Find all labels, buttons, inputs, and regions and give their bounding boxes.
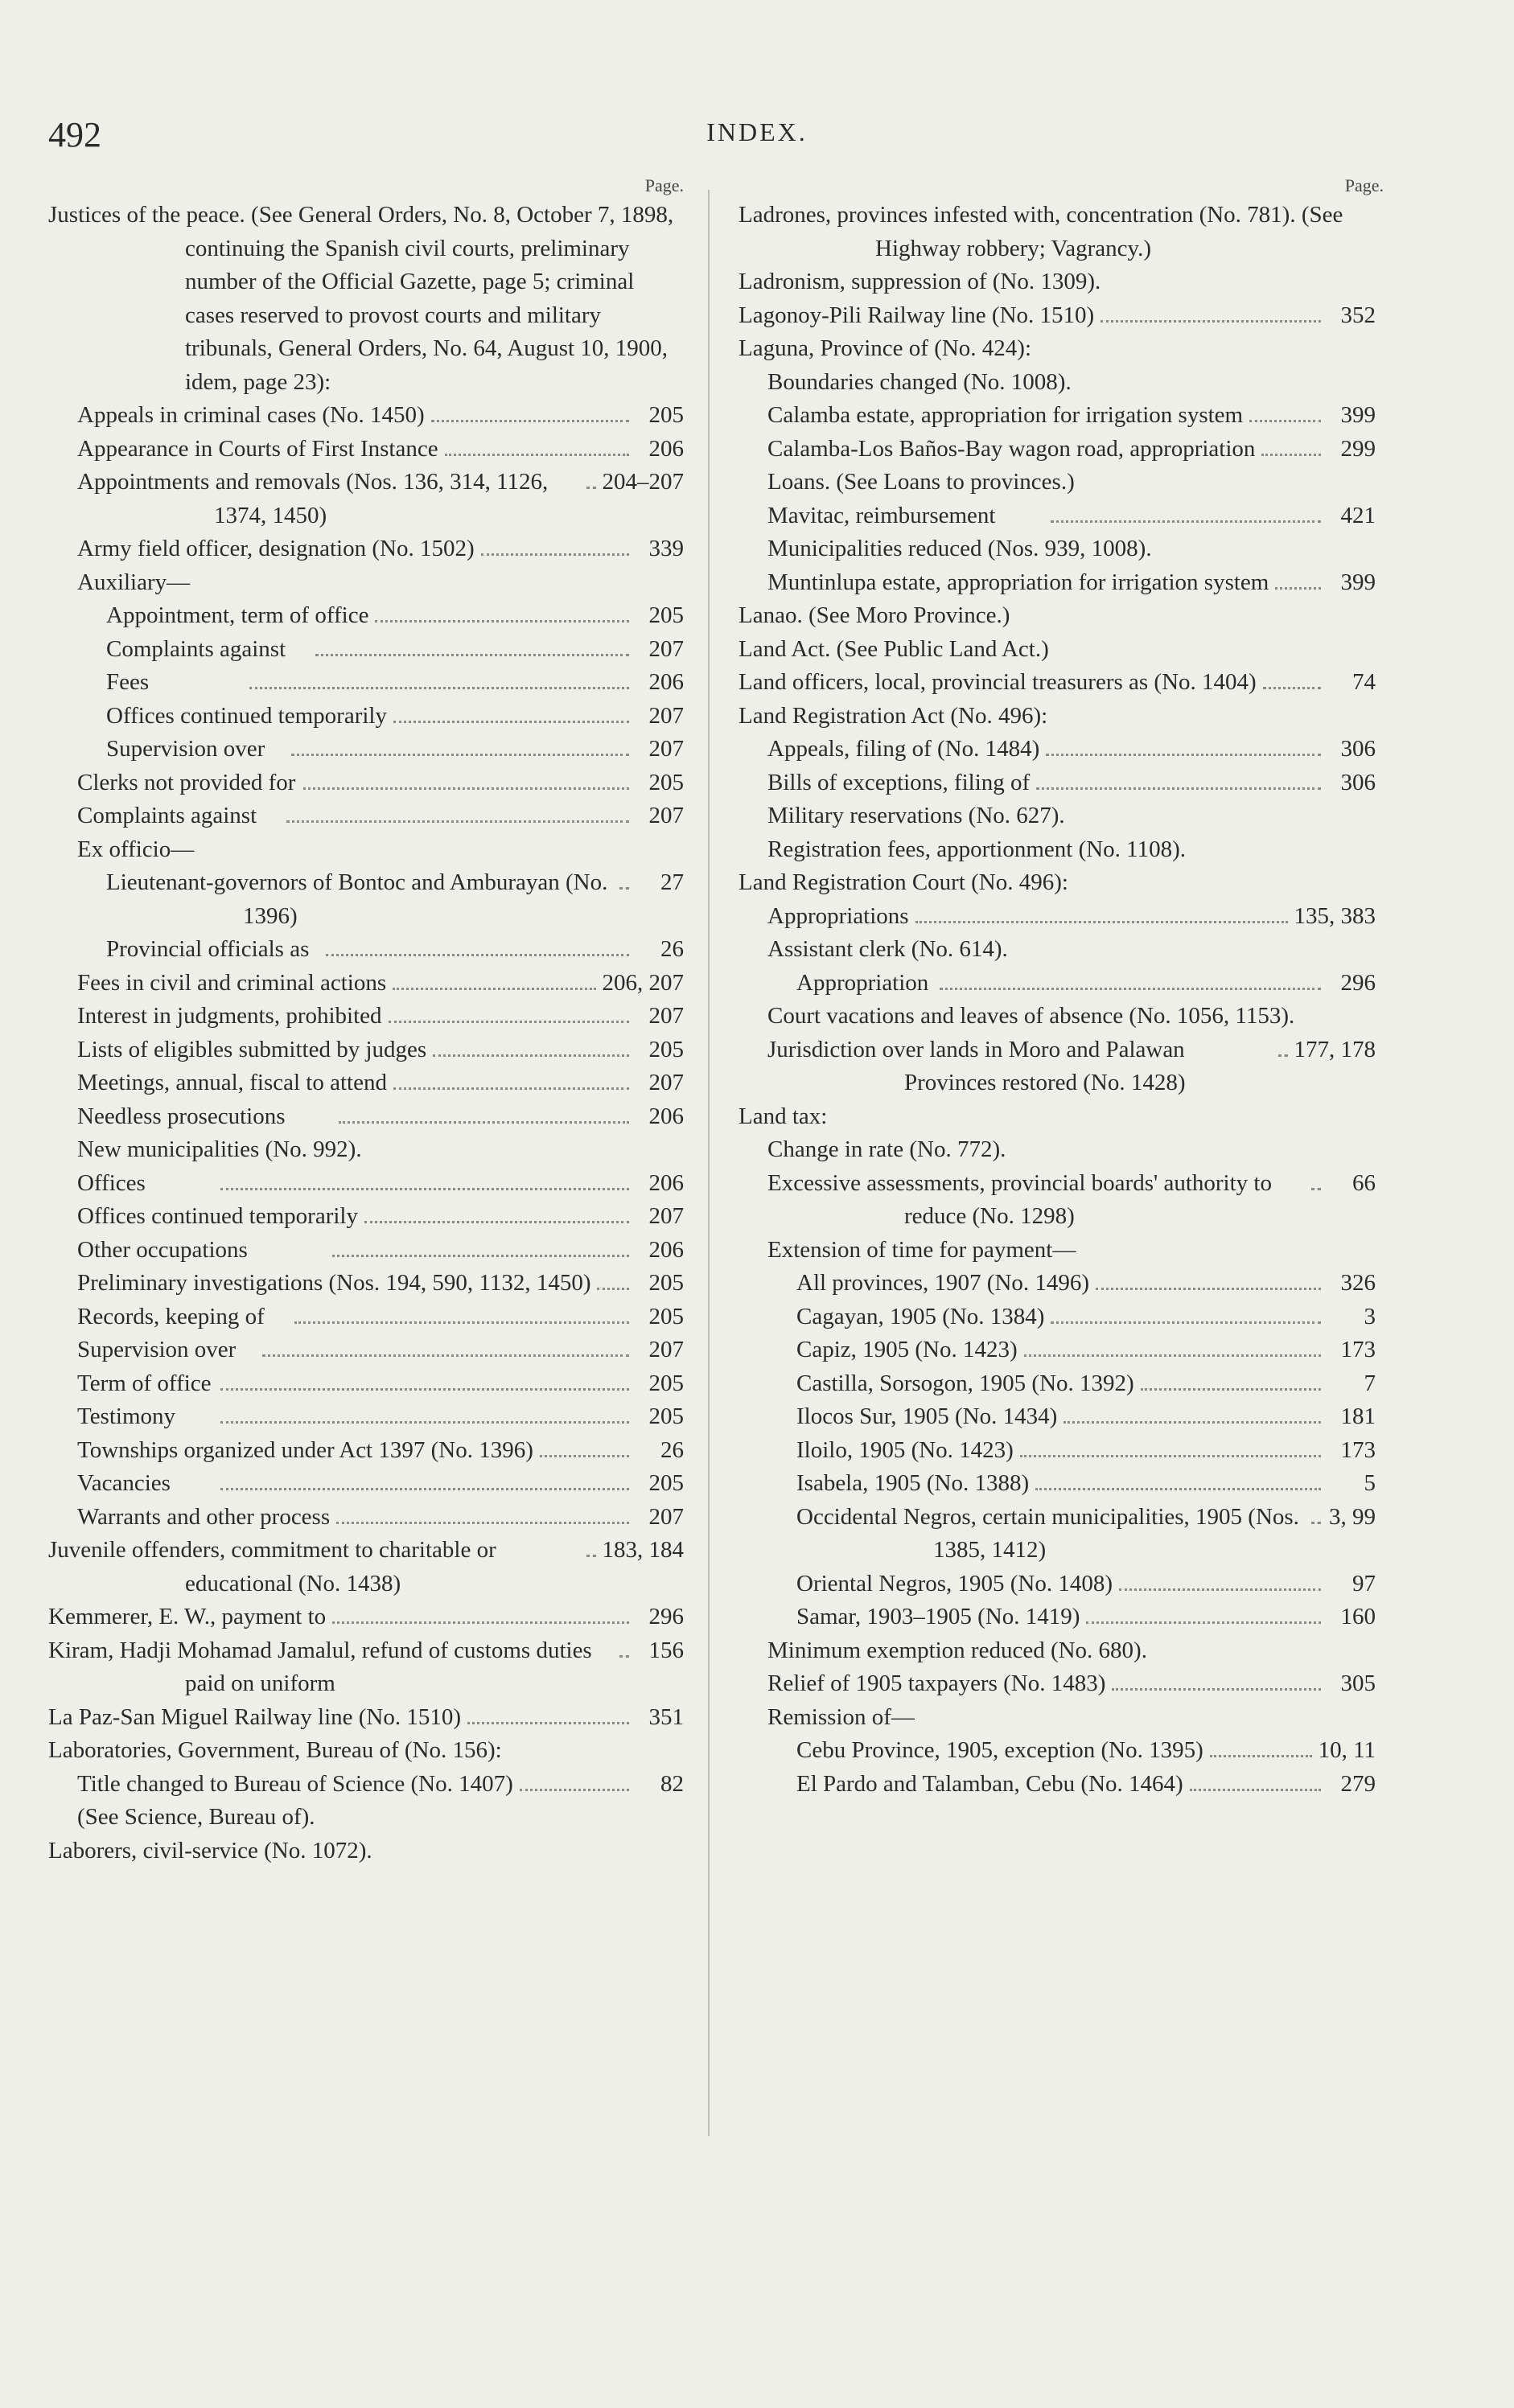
index-entry xyxy=(738,1333,1376,1367)
index-entry xyxy=(738,1701,1376,1735)
dot-leader xyxy=(315,654,629,656)
index-column-right xyxy=(738,173,1384,1801)
index-entry xyxy=(48,1434,684,1468)
dot-leader xyxy=(220,1188,629,1190)
index-entry-text: Offices xyxy=(77,1169,146,1196)
dot-leader xyxy=(389,1021,629,1023)
page-reference: 205 xyxy=(648,1403,684,1429)
page-reference: 305 xyxy=(1340,1670,1376,1696)
page-reference: 206 xyxy=(648,1236,684,1263)
index-entry xyxy=(738,1367,1376,1401)
index-entry-text: Other occupations xyxy=(77,1236,248,1263)
page-reference: 399 xyxy=(1340,402,1376,428)
page-reference: 205 xyxy=(648,1370,684,1396)
index-entry xyxy=(738,566,1376,600)
index-entry-text: Calamba-Los Baños-Bay wagon road, appropriation xyxy=(767,435,1256,462)
dot-leader xyxy=(1311,1522,1321,1524)
index-entry xyxy=(48,799,684,833)
index-entry-text: Provincial officials as xyxy=(106,936,310,962)
index-entry xyxy=(738,1033,1376,1100)
dot-leader xyxy=(1036,787,1321,790)
page-reference: 156 xyxy=(648,1637,684,1663)
dot-leader xyxy=(1051,1321,1321,1324)
index-entry xyxy=(738,532,1376,566)
index-entry xyxy=(738,933,1376,967)
index-entry-text: Needless prosecutions xyxy=(77,1103,286,1129)
index-entry-text: Lists of eligibles submitted by judges xyxy=(77,1036,427,1062)
index-entry-text: Appeals in criminal cases (No. 1450) xyxy=(77,402,425,428)
page-column-label: Page. xyxy=(1344,175,1384,195)
index-entry xyxy=(48,1167,684,1201)
index-entry xyxy=(48,1734,684,1768)
index-entry xyxy=(48,1467,684,1501)
index-entry-text: Isabela, 1905 (No. 1388) xyxy=(796,1470,1030,1496)
dot-leader xyxy=(1035,1488,1321,1490)
dot-leader xyxy=(294,1321,629,1324)
page-reference: 299 xyxy=(1340,435,1376,462)
index-entry-text: Oriental Negros, 1905 (No. 1408) xyxy=(796,1570,1113,1596)
index-entry-text: Relief of 1905 taxpayers (No. 1483) xyxy=(767,1670,1106,1696)
dot-leader xyxy=(1119,1588,1321,1591)
index-entry-text: Cebu Province, 1905, exception (No. 1395) xyxy=(796,1737,1203,1763)
dot-leader xyxy=(1249,420,1321,422)
index-entry-text: Preliminary investigations (Nos. 194, 590, 1132, 1450) xyxy=(77,1270,591,1296)
index-entry xyxy=(48,733,684,766)
index-entry xyxy=(738,666,1376,700)
index-entry xyxy=(48,599,684,633)
index-entry-text: Kemmerer, E. W., payment to xyxy=(48,1604,327,1629)
page-column-label: Page. xyxy=(644,175,684,195)
index-entry-text: Complaints against xyxy=(77,803,257,828)
index-entry xyxy=(738,599,1376,633)
index-entry xyxy=(48,1301,684,1334)
dot-leader xyxy=(220,1421,629,1424)
page-reference: 351 xyxy=(648,1703,684,1730)
page-reference: 3 xyxy=(1364,1303,1376,1329)
index-entry-text: Castilla, Sorsogon, 1905 (No. 1392) xyxy=(796,1370,1134,1396)
index-entry-text: (See Science, Bureau of). xyxy=(77,1804,315,1830)
dot-leader xyxy=(433,1054,629,1057)
column-divider xyxy=(708,190,710,2136)
index-entry-text: Records, keeping of xyxy=(77,1303,265,1329)
dot-leader xyxy=(586,487,596,489)
page-reference: 10, 11 xyxy=(1318,1737,1376,1763)
index-entry-text: Extension of time for payment— xyxy=(767,1236,1076,1263)
index-entry xyxy=(48,933,684,967)
index-entry xyxy=(738,1734,1376,1768)
index-entry-text: Fees xyxy=(106,669,150,695)
page-reference: 207 xyxy=(648,702,684,729)
index-entry xyxy=(48,1367,684,1401)
dot-leader xyxy=(393,988,595,990)
index-entry-text: Occidental Negros, certain municipalities, 1905 (Nos. 1385, 1412) xyxy=(796,1503,1299,1563)
page-reference: 7 xyxy=(1364,1370,1376,1396)
dot-leader xyxy=(1263,687,1321,689)
index-entry-text: Assistant clerk (No. 614). xyxy=(767,936,1008,962)
index-entry-text: Ilocos Sur, 1905 (No. 1434) xyxy=(796,1403,1058,1429)
page-reference: 296 xyxy=(648,1604,684,1629)
page-reference: 204–207 xyxy=(602,469,684,495)
index-entry xyxy=(48,399,684,433)
index-entry xyxy=(48,1267,684,1301)
dot-leader xyxy=(1020,1455,1321,1457)
dot-leader xyxy=(1275,587,1321,590)
page-reference: 74 xyxy=(1352,669,1376,695)
index-entry-text: Army field officer, designation (No. 1502) xyxy=(77,536,475,561)
dot-leader xyxy=(619,1655,629,1658)
page-reference: 207 xyxy=(648,1203,684,1229)
index-entry xyxy=(738,299,1376,333)
index-entry xyxy=(738,1601,1376,1634)
index-entry-text: Appointments and removals (Nos. 136, 314, 1126, 1374, 1450) xyxy=(77,469,549,528)
page-number: 492 xyxy=(48,115,101,154)
page-reference: 3, 99 xyxy=(1329,1503,1376,1530)
index-entry-text: Lagonoy-Pili Railway line (No. 1510) xyxy=(738,302,1095,328)
dot-leader xyxy=(1112,1688,1321,1691)
index-entry-text: Laborers, civil-service (No. 1072). xyxy=(48,1837,372,1864)
index-entry-text: New municipalities (No. 992). xyxy=(77,1136,362,1162)
index-entry xyxy=(738,900,1376,934)
page-reference: 207 xyxy=(648,1337,684,1362)
index-entry-text: Fees in civil and criminal actions xyxy=(77,969,387,996)
page-reference: 205 xyxy=(648,769,684,795)
dot-leader xyxy=(1101,320,1321,323)
index-entry-text: Loans. (See Loans to provinces.) xyxy=(767,469,1075,495)
index-entry-text: Bills of exceptions, filing of xyxy=(767,769,1031,795)
page-reference: 207 xyxy=(648,635,684,662)
index-entry-text: Ladrones, provinces infested with, concentration (No. 781). (See Highway robbery; Vagrancy.) xyxy=(738,202,1343,261)
page-reference: 207 xyxy=(648,1070,684,1095)
index-entry xyxy=(48,633,684,667)
index-entry-text: Minimum exemption reduced (No. 680). xyxy=(767,1637,1147,1663)
page-reference: 26 xyxy=(660,936,684,962)
index-entry xyxy=(48,1768,684,1802)
page-reference: 181 xyxy=(1340,1403,1376,1429)
page-reference: 177, 178 xyxy=(1294,1036,1376,1062)
dot-leader xyxy=(445,454,629,456)
index-entry xyxy=(738,199,1376,265)
page-reference: 352 xyxy=(1340,302,1376,328)
index-entry xyxy=(48,666,684,700)
index-entry-text: Remission of— xyxy=(767,1703,915,1730)
index-entry xyxy=(48,466,684,532)
page-reference: 97 xyxy=(1352,1570,1376,1596)
page-reference: 206 xyxy=(648,435,684,462)
index-entry xyxy=(738,499,1376,533)
dot-leader xyxy=(467,1722,629,1724)
index-entry xyxy=(48,866,684,933)
index-entry-text: Ladronism, suppression of (No. 1309). xyxy=(738,269,1101,294)
index-entry xyxy=(738,1400,1376,1434)
index-entry-list xyxy=(738,199,1376,1801)
dot-leader xyxy=(1064,1421,1321,1424)
dot-leader xyxy=(915,921,1288,923)
index-entry-text: Land Act. (See Public Land Act.) xyxy=(738,635,1049,662)
index-entry xyxy=(738,1267,1376,1301)
index-entry-text: Mavitac, reimbursement xyxy=(767,502,996,528)
index-entry-text: Offices continued temporarily xyxy=(106,702,387,729)
index-entry xyxy=(738,799,1376,833)
page-reference: 173 xyxy=(1340,1337,1376,1362)
index-entry xyxy=(738,1301,1376,1334)
dot-leader xyxy=(1278,1054,1288,1057)
index-entry xyxy=(738,1634,1376,1668)
index-entry xyxy=(738,332,1376,366)
dot-leader xyxy=(1051,520,1321,523)
index-entry-text: Clerks not provided for xyxy=(77,769,296,795)
index-entry-text: Complaints against xyxy=(106,635,286,662)
index-entry xyxy=(48,1701,684,1735)
index-entry-text: Military reservations (No. 627). xyxy=(767,803,1065,828)
dot-leader xyxy=(326,954,630,956)
dot-leader xyxy=(364,1221,629,1223)
dot-leader xyxy=(1311,1188,1321,1190)
index-entry xyxy=(738,1000,1376,1033)
page-reference: 205 xyxy=(648,1036,684,1062)
index-entry xyxy=(48,199,684,399)
index-entry-text: Meetings, annual, fiscal to attend xyxy=(77,1070,387,1095)
index-entry xyxy=(738,1568,1376,1601)
index-entry-text: Auxiliary— xyxy=(77,569,191,595)
index-entry xyxy=(738,833,1376,867)
index-entry-text: Municipalities reduced (Nos. 939, 1008). xyxy=(767,536,1152,561)
index-entry xyxy=(738,1467,1376,1501)
index-entry xyxy=(738,700,1376,733)
dot-leader xyxy=(220,1388,629,1391)
index-entry xyxy=(48,1033,684,1067)
dot-leader xyxy=(520,1789,629,1791)
dot-leader xyxy=(597,1288,629,1290)
index-entry xyxy=(48,1133,684,1167)
page-reference: 205 xyxy=(648,1470,684,1496)
dot-leader xyxy=(1046,754,1321,756)
index-entry-text: La Paz-San Miguel Railway line (No. 1510) xyxy=(48,1703,462,1730)
index-entry-text: Laboratories, Government, Bureau of (No. 156): xyxy=(48,1737,502,1763)
page-reference: 82 xyxy=(660,1770,684,1797)
page-reference: 205 xyxy=(648,402,684,428)
index-entry xyxy=(738,399,1376,433)
page-reference: 205 xyxy=(648,602,684,628)
dot-leader xyxy=(249,687,629,689)
page-reference: 207 xyxy=(648,803,684,828)
page-reference: 399 xyxy=(1340,569,1376,595)
index-entry-text: Capiz, 1905 (No. 1423) xyxy=(796,1337,1018,1362)
index-entry-text: Ex officio— xyxy=(77,836,195,862)
dot-leader xyxy=(332,1255,629,1257)
index-entry xyxy=(738,1667,1376,1701)
dot-leader xyxy=(1190,1789,1321,1791)
dot-leader xyxy=(619,887,629,890)
index-entry xyxy=(738,366,1376,400)
index-entry-text: Land Registration Court (No. 496): xyxy=(738,869,1068,895)
index-entry-text: Kiram, Hadji Mohamad Jamalul, refund of customs duties paid on uniform xyxy=(48,1637,592,1696)
dot-leader xyxy=(393,721,629,723)
index-entry xyxy=(48,967,684,1001)
page-reference: 160 xyxy=(1340,1604,1376,1629)
index-entry xyxy=(738,466,1376,499)
index-entry-text: Appropriation xyxy=(796,969,929,996)
index-entry-text: Justices of the peace. (See General Orders, No. 8, October 7, 1898, continuing the Spanish civil courts, preliminary number of the Official Gazette, page 5; criminal cases reserved to provost courts and military tribunals, General Orders, No. 64, August 10, 1900, idem, page 23): xyxy=(48,202,674,395)
dot-leader xyxy=(481,553,629,556)
dot-leader xyxy=(940,988,1321,990)
index-entry-text: Land tax: xyxy=(738,1103,828,1129)
index-entry-text: Supervision over xyxy=(77,1337,237,1362)
dot-leader xyxy=(286,820,629,823)
index-entry-text: Title changed to Bureau of Science (No. 1407) xyxy=(77,1770,513,1797)
index-entry-text: Lieutenant-governors of Bontoc and Amburayan (No. 1396) xyxy=(106,869,608,929)
running-title: INDEX. xyxy=(706,117,808,146)
page-reference: 205 xyxy=(648,1270,684,1296)
index-entry-text: Change in rate (No. 772). xyxy=(767,1136,1006,1162)
dot-leader xyxy=(586,1555,596,1557)
index-entry xyxy=(738,433,1376,466)
dot-leader xyxy=(262,1354,629,1357)
index-entry xyxy=(738,1501,1376,1568)
dot-leader xyxy=(339,1121,629,1124)
page-reference: 207 xyxy=(648,1003,684,1029)
page-reference: 27 xyxy=(660,869,684,895)
index-entry-text: Lanao. (See Moro Province.) xyxy=(738,602,1010,628)
index-entry xyxy=(48,700,684,733)
page-reference: 279 xyxy=(1340,1770,1376,1797)
index-entry-text: Appearance in Courts of First Instance xyxy=(77,435,438,462)
page-reference: 206 xyxy=(648,1169,684,1196)
index-entry xyxy=(738,1167,1376,1234)
index-entry xyxy=(48,1000,684,1033)
index-entry-text: Townships organized under Act 1397 (No. 1396) xyxy=(77,1436,533,1463)
dot-leader xyxy=(1141,1388,1321,1391)
index-entry-text: Samar, 1903–1905 (No. 1419) xyxy=(796,1604,1080,1629)
dot-leader xyxy=(1261,454,1321,456)
page-reference: 306 xyxy=(1340,769,1376,795)
dot-leader xyxy=(1024,1354,1321,1357)
index-entry xyxy=(738,866,1376,900)
index-entry xyxy=(48,532,684,566)
index-entry xyxy=(48,833,684,867)
index-entry xyxy=(48,1534,684,1601)
page-reference: 339 xyxy=(648,536,684,561)
page-reference: 296 xyxy=(1340,969,1376,996)
index-entry-list xyxy=(48,199,684,1868)
page-reference: 183, 184 xyxy=(602,1537,684,1563)
dot-leader xyxy=(1210,1755,1312,1757)
page-reference: 207 xyxy=(648,1503,684,1530)
page-reference: 5 xyxy=(1364,1470,1376,1496)
page-reference: 135, 383 xyxy=(1294,902,1376,929)
page-reference: 66 xyxy=(1352,1169,1376,1196)
index-entry-text: Cagayan, 1905 (No. 1384) xyxy=(796,1303,1045,1329)
dot-leader xyxy=(1096,1288,1321,1290)
page-reference: 206 xyxy=(648,1103,684,1129)
index-entry xyxy=(738,967,1376,1001)
index-entry-text: Laguna, Province of (No. 424): xyxy=(738,335,1032,361)
index-entry xyxy=(48,1634,684,1701)
index-entry xyxy=(738,1133,1376,1167)
index-entry xyxy=(48,433,684,466)
page-header xyxy=(0,0,1514,169)
page-reference: 173 xyxy=(1340,1436,1376,1463)
page-reference: 306 xyxy=(1340,736,1376,762)
index-entry xyxy=(738,265,1376,299)
index-entry xyxy=(738,1434,1376,1468)
index-entry xyxy=(738,1234,1376,1268)
index-entry-text: Appointment, term of office xyxy=(106,602,369,628)
index-entry-text: Appeals, filing of (No. 1484) xyxy=(767,736,1040,762)
index-entry-text: Juvenile offenders, commitment to charitable or educational (No. 1438) xyxy=(48,1537,496,1596)
index-entry-text: Court vacations and leaves of absence (No. 1056, 1153). xyxy=(767,1003,1295,1029)
page-reference: 421 xyxy=(1340,502,1376,528)
index-entry-text: Testimony xyxy=(77,1403,176,1429)
index-entry xyxy=(48,1100,684,1134)
index-entry-text: Term of office xyxy=(77,1370,212,1396)
index-entry-text: Interest in judgments, prohibited xyxy=(77,1003,382,1029)
index-entry-text: Excessive assessments, provincial boards' authority to reduce (No. 1298) xyxy=(767,1169,1272,1229)
dot-leader xyxy=(332,1621,629,1624)
index-entry-text: Jurisdiction over lands in Moro and Palawan Provinces restored (No. 1428) xyxy=(767,1036,1186,1095)
dot-leader xyxy=(303,787,629,790)
index-entry xyxy=(738,633,1376,667)
page-reference: 326 xyxy=(1340,1270,1376,1296)
dot-leader xyxy=(336,1522,629,1524)
dot-leader xyxy=(1086,1621,1321,1624)
index-entry-text: Land officers, local, provincial treasurers as (No. 1404) xyxy=(738,669,1257,695)
dot-leader xyxy=(375,620,629,623)
index-entry xyxy=(48,1601,684,1634)
dot-leader xyxy=(291,754,629,756)
index-entry-text: El Pardo and Talamban, Cebu (No. 1464) xyxy=(796,1770,1183,1797)
index-entry xyxy=(48,1501,684,1535)
index-entry-text: Iloilo, 1905 (No. 1423) xyxy=(796,1436,1014,1463)
page-reference: 206 xyxy=(648,669,684,695)
page-reference: 207 xyxy=(648,736,684,762)
index-entry xyxy=(48,1801,684,1835)
dot-leader xyxy=(393,1087,629,1090)
index-entry-text: Vacancies xyxy=(77,1470,171,1496)
index-entry xyxy=(48,1066,684,1100)
index-entry xyxy=(48,1200,684,1234)
index-entry-text: Supervision over xyxy=(106,736,265,762)
index-entry xyxy=(48,1333,684,1367)
index-entry-text: Calamba estate, appropriation for irrigation system xyxy=(767,402,1244,428)
page-reference: 26 xyxy=(660,1436,684,1463)
index-entry-text: Boundaries changed (No. 1008). xyxy=(767,368,1072,395)
index-entry xyxy=(48,766,684,800)
index-entry-text: Land Registration Act (No. 496): xyxy=(738,702,1048,729)
index-entry xyxy=(738,1768,1376,1802)
index-entry-text: All provinces, 1907 (No. 1496) xyxy=(796,1270,1090,1296)
index-entry-text: Appropriations xyxy=(767,902,909,929)
index-column-left xyxy=(48,173,684,1868)
index-entry-text: Offices continued temporarily xyxy=(77,1203,358,1229)
page-reference: 205 xyxy=(648,1303,684,1329)
index-entry-text: Registration fees, apportionment (No. 1108). xyxy=(767,836,1187,862)
index-entry-text: Muntinlupa estate, appropriation for irrigation system xyxy=(767,569,1269,595)
index-entry xyxy=(738,1100,1376,1134)
index-entry xyxy=(48,1400,684,1434)
dot-leader xyxy=(431,420,629,422)
page-reference: 206, 207 xyxy=(602,969,684,996)
index-entry xyxy=(738,733,1376,766)
index-entry xyxy=(738,766,1376,800)
dot-leader xyxy=(220,1488,629,1490)
index-entry xyxy=(48,566,684,600)
index-entry xyxy=(48,1835,684,1868)
dot-leader xyxy=(540,1455,629,1457)
index-entry xyxy=(48,1234,684,1268)
index-entry-text: Warrants and other process xyxy=(77,1503,331,1530)
